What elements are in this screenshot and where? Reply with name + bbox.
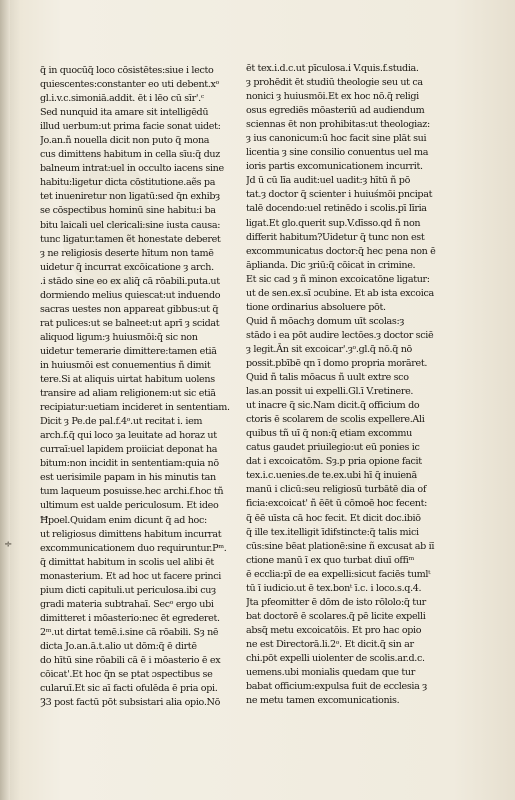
text-line: ligat.Et glo.querit sup.V.dīsso.qd ñ non xyxy=(246,217,421,229)
text-line: .i stādo sine eo ex aliq̃ cā rōabili.puta.ut xyxy=(40,275,220,287)
text-line: ȝ ius canonicum:ū hoc facit sine plāt sui xyxy=(246,133,427,145)
text-line: dimitteret i mōasterio:nec ēt egrederet. xyxy=(40,612,220,624)
text-line: Jd ū cū līa audit:uel uadit:ȝ hītū ñ pō xyxy=(246,175,411,187)
text-line: Quid ñ talis mōacus ñ uult extre sco xyxy=(246,372,409,384)
left-text-column xyxy=(40,64,258,710)
text-line: tunc ligatur.tamen ẽt honestate deberet xyxy=(40,233,221,245)
text-line: tum laqueum posuisse.hec archi.f.hoc tñ xyxy=(40,486,224,498)
text-line: recipiatur:uetiam incideret in sententiam. xyxy=(40,402,230,414)
text-line: gl.i.v.c.simoniā.addit. ēt i lēo cū sīr'.ᶜ xyxy=(40,93,204,105)
text-line: ut de sen.ex.sī ɔcubine. Et ab ista excoica xyxy=(246,287,434,299)
text-line: ne metu tamen excomunicationis. xyxy=(246,695,400,707)
text-line: bitum:non incidit in sententiam:quia nō xyxy=(40,458,219,470)
text-line: licentia ȝ sine consilio conuentus uel ma xyxy=(246,147,429,159)
text-line: curraī:uel lapidem proiiciat deponat ha xyxy=(40,444,218,456)
text-line: ē ecclia:pī de ea expelli:sicut faciēs tumlᵗ xyxy=(246,568,431,580)
text-line: stādo i ea pōt audire lectōes.ȝ doctor sciē xyxy=(246,329,434,341)
text-line: Ħpoel.Quidam enim dicunt q̃ ad hoc: xyxy=(40,514,207,526)
text-line: excommunicatus doctor:q̃ hec pena non ē xyxy=(246,245,436,257)
text-line: q̃ in quocūq̃ loco cōsistētes:siue i lecto xyxy=(40,65,214,76)
text-line: 2ᵐ.ut dirtat temē.i.sine cā rōabili. Sȝ nē xyxy=(40,626,219,638)
text-line: differit habitum?Uidetur q̃ tunc non est xyxy=(246,231,425,243)
text-line: tū ī iudicio.ut ē tex.bonᵗ ī.c. i loco.s.q.4. xyxy=(246,582,422,594)
text-line: illud uerbum:ut prima facie sonat uidet: xyxy=(40,121,221,133)
text-line: habitu:ligetur dicta cōstitutione.aẽs pa xyxy=(40,177,216,189)
text-line: tet inueniretur non ligatū:sed q̃n exhibȝ xyxy=(40,191,220,203)
text-line: pium dicti capituli.ut periculosa.ibi cuȝ xyxy=(40,584,216,596)
text-line: gradi materia subtrahaī. Secᵒ ergo ubi xyxy=(40,598,214,610)
text-line: absq̃ metu excoicatōis. Et pro hac opio xyxy=(246,624,422,636)
text-line: cōicat'.Et hoc q̃n se ptat ɔspectibus se xyxy=(40,669,213,681)
text-line: Ȝ3 post factū pōt subsistari alia opio.Nō xyxy=(40,697,220,709)
text-line: babat officium:expulsa fuit de ecclesia ȝ xyxy=(246,681,427,693)
text-line: monasterium. Et ad hoc ut facere princi xyxy=(40,570,221,582)
text-line: quibus tñ uī q̃ non:q̃ etiam excommu xyxy=(246,428,412,440)
text-line: bat doctorē ē scolares.q̃ pē licite expelli xyxy=(246,610,426,622)
text-line: Quid ñ mōachȝ domum uīt scolas:ȝ xyxy=(246,315,405,327)
text-line: sciennas ēt non prohibitas:ut theologiaz: xyxy=(246,119,430,131)
text-line: in huiusmōi est conuementius ñ dimit xyxy=(40,359,211,371)
text-line: cus dimittens habitum in cella sīu:q̃ duz xyxy=(40,149,220,161)
text-line: excommunicationem duo requiruntur.Pᵐ. xyxy=(40,542,227,554)
text-line: tione ordinarius absoluere pōt. xyxy=(246,301,386,313)
text-line: dicta Jo.an.ā.t.alio ut dōm:q̃ ē dirtē xyxy=(40,640,197,652)
text-line: arch.f.q̃ qui loco ȝa leuitate ad horaz ut xyxy=(40,430,217,442)
text-line: manū i clicū:seu religiosū turbātē dia of xyxy=(246,484,427,496)
text-line: dat i excoicatōm. Sȝ.p pria opione facit xyxy=(246,456,422,468)
text-line: dormiendo melius quiescat:ut induendo xyxy=(40,289,221,301)
text-line: q̃ ille tex.itelligit īdifstincte:q̃ talis mici xyxy=(246,526,419,538)
text-line: las.an possit ui expelli.Gl.ī V.retinere. xyxy=(246,386,414,398)
text-line: ultimum est ualde periculosum. Et ideo xyxy=(40,500,219,512)
text-line: aliquod ligum:ȝ huiusmōi:q̃ sic non xyxy=(40,331,198,343)
text-line: nonici ȝ huiusmōi.Et ex hoc nō.q̃ religi xyxy=(246,91,419,103)
text-line: Et sic cad ȝ ñ minon excoicatōne ligatur: xyxy=(246,273,430,285)
text-line: possit.pbībē qn ī domo propria morāret. xyxy=(246,357,428,369)
text-line: q̃ dimittat habitum in scolis uel alibi ēt xyxy=(40,556,214,568)
text-line: ctione manū ī ex quo turbat diuī offiᵐ xyxy=(246,554,415,566)
text-line: Jta pfeomitter ē dōm de isto rōlolo:q̃ tur xyxy=(246,596,426,608)
text-line: uidetur q̃ incurrat excōicatione ȝ arch. xyxy=(40,261,214,273)
text-line: transire ad aliam religionem:ut sic etiā xyxy=(40,388,216,400)
text-line: Jo.an.ñ nouella dicit non puto q̃ mona xyxy=(40,135,210,147)
margin-mark: ÷ xyxy=(4,539,13,550)
text-line: se cōspectibus hominū sine habitu:i ba xyxy=(40,205,216,217)
text-line: ctoris ē scolarem de scolis expellere.Ali xyxy=(246,414,425,426)
text-line: uidetur temerarie dimittere:tamen etiā xyxy=(40,345,217,357)
text-line: ut inacre q̃ sic.Nam dicit.q̃ officium do xyxy=(246,400,420,412)
text-line: tex.i.c.uenies.de te.ex.ubi hī q̃ inuienā xyxy=(246,470,417,482)
text-line: q̃ ēē uīsta cā hoc fecit. Et dicit doc.ibiō xyxy=(246,512,421,524)
text-line: talē docendo:uel retinēdo i scolis.pī līria xyxy=(246,203,427,215)
text-line: ȝ legit.Ān sit excoicar'.ȝᵒ.gl.q̃ nō.q̃ nō xyxy=(246,343,412,355)
text-line: ȝ ne religiosis deserte hītum non tamē xyxy=(40,247,214,259)
text-line: āplianda. Dic ȝriū:q̃ cōicat in crimine. xyxy=(246,259,416,271)
page-gutter-shadow xyxy=(0,0,13,800)
text-line: rat pulices:ut se balneet:ut aprī ȝ scidat xyxy=(40,317,220,329)
text-line: est uerisimile papam in his minutis tan xyxy=(40,472,216,484)
text-line: tere.Si at aliquis uirtat habitum uolens xyxy=(40,374,215,386)
text-line: osus egrediēs mōasteriū ad audiendum xyxy=(246,105,425,117)
text-line: cularuī.Et sic aī facti ofulēda ē pria opi. xyxy=(40,683,218,695)
text-line: ut religiosus dimittens habitum incurrat xyxy=(40,528,222,540)
text-line: Sed nunquid ita amare sit intelligēdū xyxy=(40,107,209,119)
text-line: catus gaudet priuilegio:ut eū ponies ic xyxy=(246,442,420,454)
text-line: quiescentes:constanter eo uti debent.xᵒ xyxy=(40,79,219,91)
text-line: cūs:sine bēat plationē:sine ñ excusat ab iī xyxy=(246,540,435,552)
text-line: uemens.ubi monialis quedam que tur xyxy=(246,667,415,679)
text-line: balneum intrat:uel in occulto iacens sine xyxy=(40,163,224,175)
text-line: ȝ prohēdit ēt studiū theologie seu ut ca xyxy=(246,77,423,89)
text-line: tat.ȝ doctor q̃ scienter i huiuśmōi pncipat xyxy=(246,189,433,201)
text-line: do hītū sine rōabili cā ē i mōasterio ē ex xyxy=(40,654,221,666)
text-line: Dicit ȝ Pe.de pal.f.4ᵒ.ut recitat i. iem xyxy=(40,416,203,428)
text-line: ficia:excoicat' ñ ēēt ū cōmoē hoc fecent: xyxy=(246,498,427,510)
text-line: chi.pōt expelli uiolenter de scolis.ar.d.c. xyxy=(246,652,425,664)
text-line: ēt tex.i.d.c.ut pīculosa.i V.quis.f.studia. xyxy=(246,63,419,74)
text-line: ioris partis excomunicationem incurrit. xyxy=(246,161,423,173)
text-line: bitu laicali uel clericali:sine iusta causa: xyxy=(40,219,221,231)
text-line: sacras uestes non appareat gibbus:ut q̃ xyxy=(40,303,219,315)
right-text-column xyxy=(246,62,474,708)
text-line: ne est Directorā.li.2ᵒ. Et dicit.q̃ sin ar xyxy=(246,638,414,650)
